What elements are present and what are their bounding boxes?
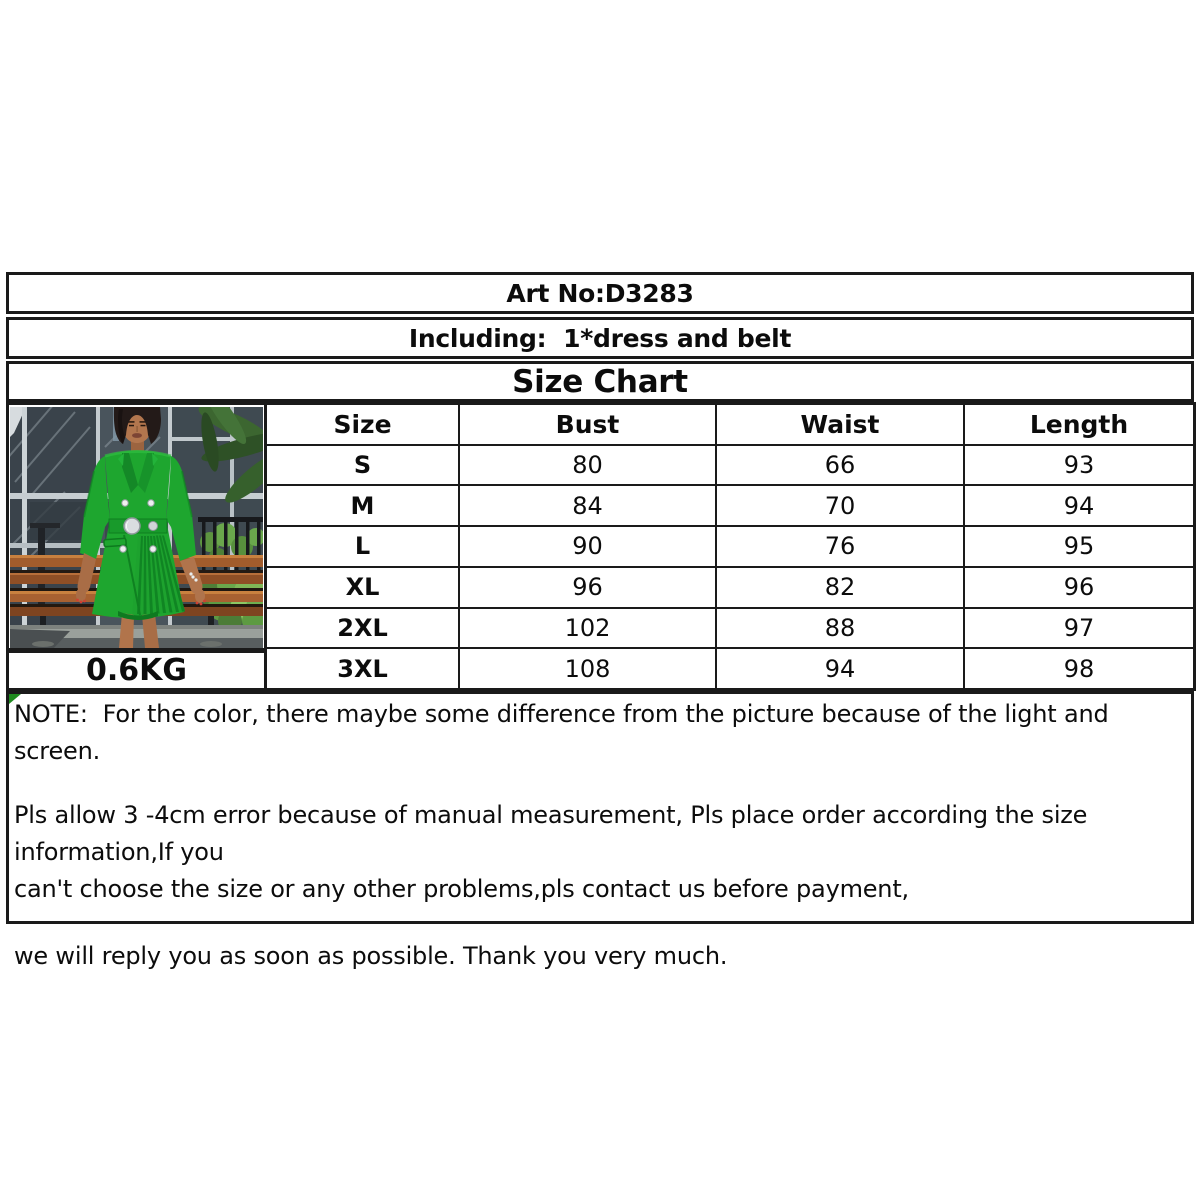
note-line-2: Pls allow 3 -4cm error because of manual measurement, Pls place order according the size information,If you <box>14 801 1095 866</box>
table-cell: 84 <box>460 486 715 525</box>
table-cell: XL <box>267 568 458 607</box>
including-text: Including: 1*dress and belt <box>408 323 792 353</box>
note-box <box>6 691 1194 970</box>
product-photo-image <box>10 407 263 648</box>
note-line-3: can't choose the size or any other problems,pls contact us before payment, <box>14 875 909 903</box>
belt <box>109 518 167 534</box>
table-cell: M <box>267 486 458 525</box>
table-cell: 96 <box>965 568 1193 607</box>
col-header-length: Length <box>965 405 1193 444</box>
table-cell: 2XL <box>267 609 458 648</box>
table-cell: S <box>267 446 458 485</box>
table-cell: 94 <box>965 486 1193 525</box>
note-spacer <box>14 770 1183 797</box>
table-cell: 98 <box>965 649 1193 688</box>
table-cell: L <box>267 527 458 566</box>
product-photo-cell <box>6 402 267 651</box>
size-chart-title: Size Chart <box>512 363 688 400</box>
table-cell: 76 <box>717 527 963 566</box>
weight-cell <box>6 650 267 691</box>
art-no-row <box>6 272 1194 314</box>
table-cell: 88 <box>717 609 963 648</box>
table-cell: 70 <box>717 486 963 525</box>
col-header-size: Size <box>267 405 458 444</box>
table-cell: 93 <box>965 446 1193 485</box>
col-header-waist: Waist <box>717 405 963 444</box>
table-cell: 95 <box>965 527 1193 566</box>
size-chart-title-row <box>6 361 1194 402</box>
table-cell: 80 <box>460 446 715 485</box>
col-header-bust: Bust <box>460 405 715 444</box>
table-cell: 108 <box>460 649 715 688</box>
table-cell: 102 <box>460 609 715 648</box>
table-cell: 90 <box>460 527 715 566</box>
table-cell: 3XL <box>267 649 458 688</box>
pavement <box>10 625 263 648</box>
size-table <box>264 402 1196 691</box>
dress <box>80 451 196 619</box>
table-cell: 97 <box>965 609 1193 648</box>
table-cell: 94 <box>717 649 963 688</box>
note-spacer <box>14 908 1183 938</box>
note-line-4: we will reply you as soon as possible. Thank you very much. <box>14 942 728 970</box>
art-no-text: Art No:D3283 <box>506 278 694 308</box>
table-cell: 96 <box>460 568 715 607</box>
cell-corner-marker-icon <box>9 694 21 704</box>
note-line-1: NOTE: For the color, there maybe some difference from the picture because of the light and screen. <box>14 700 1116 765</box>
including-row <box>6 317 1194 359</box>
table-cell: 66 <box>717 446 963 485</box>
table-cell: 82 <box>717 568 963 607</box>
weight-value: 0.6KG <box>85 653 187 688</box>
